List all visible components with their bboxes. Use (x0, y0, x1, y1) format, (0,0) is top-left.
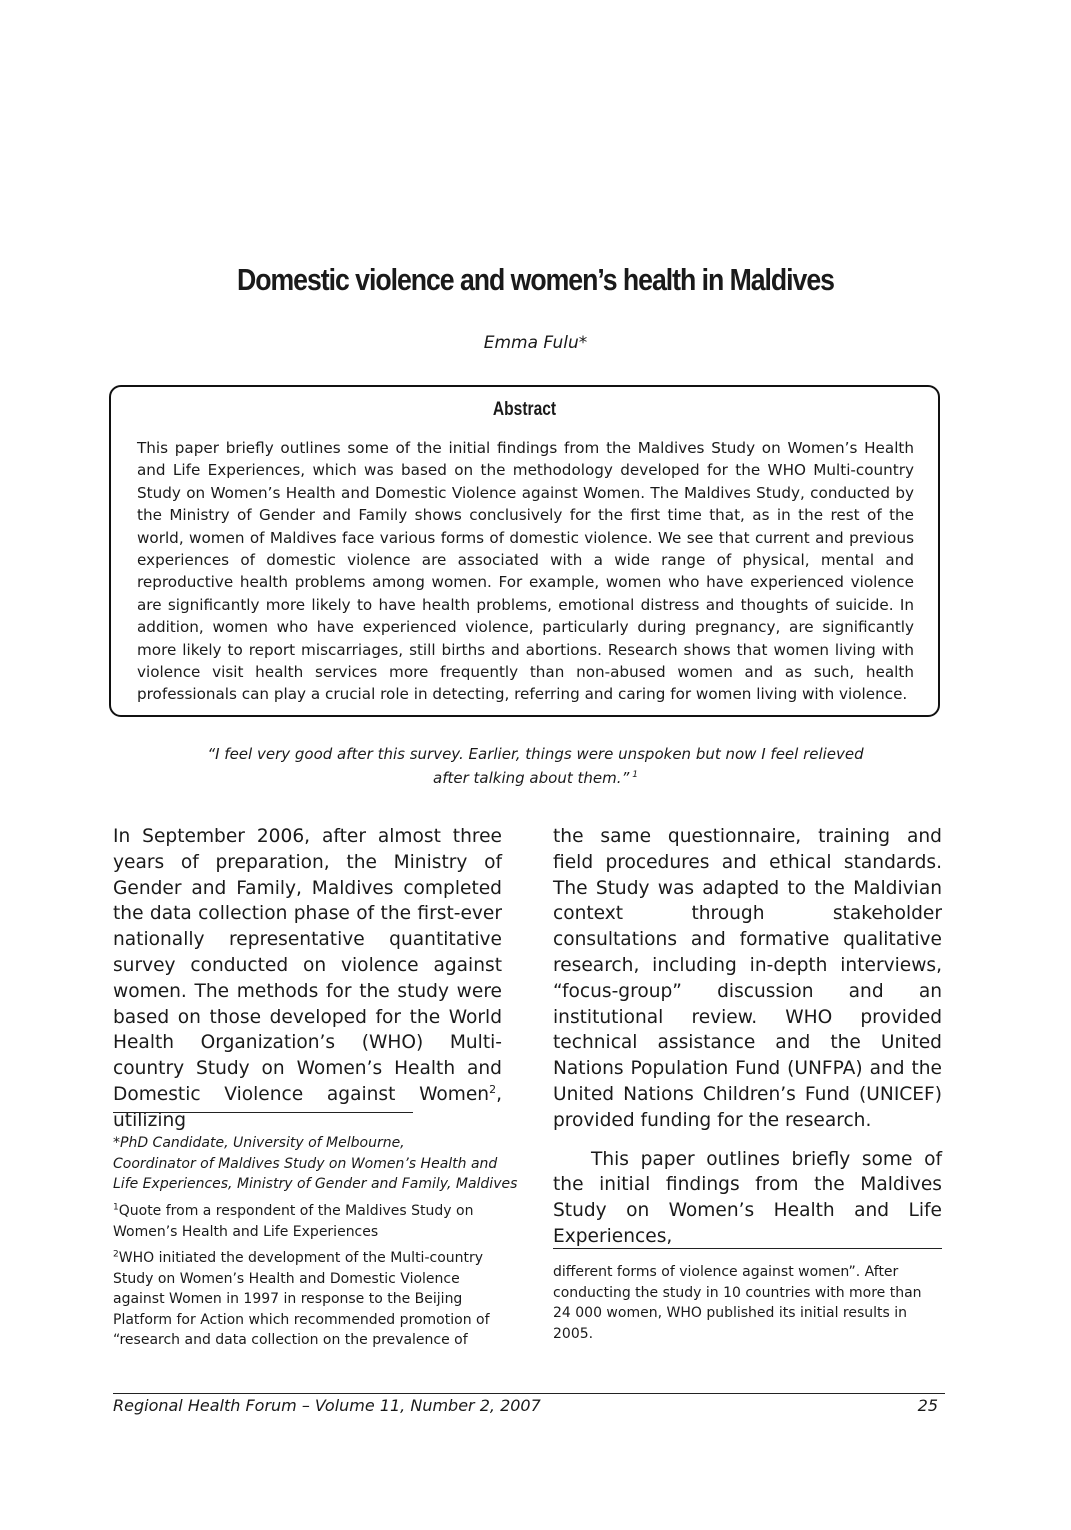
epigraph-quote (170, 744, 901, 789)
article-title: Domestic violence and women’s health in Maldives (237, 262, 834, 297)
footnote-2-line-1 (113, 1248, 490, 1269)
footnote-ref-2: 2 (489, 1082, 497, 1096)
body-paragraph-1-tail: , utilizing (113, 1083, 502, 1131)
footnote-1 (113, 1201, 473, 1242)
body-paragraph-2: This paper outlines briefly some of the initial findings from the Maldives Study on Women’s Health and Life Experiences, (553, 1148, 942, 1247)
affiliation-line-1: *PhD Candidate, University of Melbourne, (113, 1135, 405, 1151)
footnote-separator-right (553, 1248, 942, 1249)
footnote-2-line-3: against Women in 1997 in response to the Beijing (113, 1291, 463, 1307)
abstract-text: This paper briefly outlines some of the initial findings from the Maldives Study on Women’s Health and Life Experiences, which was based on the methodology developed for the WHO Multi-country Study on Women’s Health and Domestic Violence against Women. The Maldives Study, conducted by the Ministry of Gender and Family shows conclusively for the first time that, as in the rest of the world, women of Maldives face various forms of domestic violence. We see that current and previous experiences of domestic violence are associated with a wide range of physical, mental and reproductive health problems among women. For example, women who have experienced violence are significantly more likely to have health problems, emotional distress and thoughts of suicide. In addition, women who have experienced violence, particularly during pregnancy, are significantly more likely to report miscarriages, still births and abortions. Research shows that women living with violence visit health services more frequently than non-abused women and as such, health professionals can play a crucial role in detecting, referring and caring for women living with violence. (137, 439, 914, 704)
body-paragraph-1 (113, 824, 502, 1134)
body-column-left (113, 824, 502, 1134)
epigraph-line-2-text: after talking about them.” (433, 769, 630, 787)
body-column-right (553, 824, 942, 1250)
footnote-2-line-2: Study on Women’s Health and Domestic Violence (113, 1270, 460, 1287)
abstract-heading: Abstract (492, 399, 557, 420)
footnote-2-cont-line-4: 2005. (553, 1325, 594, 1342)
footnote-2-cont-line-1: different forms of violence against women”. After (553, 1264, 899, 1280)
epigraph-line-2 (170, 765, 901, 789)
footnote-2-cont-line-3: 24 000 women, WHO published its initial results in (553, 1305, 908, 1321)
footnote-1-line-1 (113, 1201, 473, 1222)
footnote-1-mark: 1 (113, 1202, 119, 1213)
footnote-1-line-2: Women’s Health and Life Experiences (113, 1223, 379, 1240)
author-name: Emma Fulu* (483, 333, 588, 353)
affiliation-line-3: Life Experiences, Ministry of Gender and Family, Maldives (113, 1176, 518, 1192)
epigraph-line-1: “I feel very good after this survey. Earlier, things were unspoken but now I feel relieved (207, 745, 864, 763)
footnote-2-line-5: “research and data collection on the prevalence of (113, 1332, 468, 1348)
body-paragraph-1-continued: the same questionnaire, training and field procedures and ethical standards. The Study was adapted to the Maldivian context through stakeholder consultations and formative qualitative research, including in-depth interviews, “focus-group” discussion and an institutional review. WHO provided technical assistance and the United Nations Population Fund (UNFPA) and the United Nations Children’s Fund (UNICEF) provided funding for the research. (553, 826, 942, 1131)
abstract-box (109, 385, 940, 717)
footnote-2-mark: 2 (113, 1249, 119, 1260)
page-number: 25 (917, 1396, 938, 1415)
journal-citation: Regional Health Forum – Volume 11, Number 2, 2007 (113, 1396, 541, 1415)
author-affiliation-note (113, 1133, 517, 1195)
footnote-2-cont-line-2: conducting the study in 10 countries with more than (553, 1284, 922, 1301)
affiliation-line-2: Coordinator of Maldives Study on Women’s Health and (113, 1155, 498, 1172)
body-paragraph-1-text: In September 2006, after almost three years of preparation, the Ministry of Gender and Family, Maldives completed the data collection phase of the first-ever nationally representative quantitative survey conducted on violence against women. The methods for the study were based on those developed for the World Health Organization’s (WHO) Multi-country Study on Women’s Health and Domestic Violence against Women (113, 826, 502, 1105)
footnote-2 (113, 1248, 490, 1351)
footer-rule (113, 1393, 945, 1394)
footnote-2-continued (553, 1262, 922, 1344)
footnote-separator-left (113, 1112, 413, 1113)
epigraph-footnote-ref: 1 (632, 770, 638, 780)
footnote-2-line-4: Platform for Action which recommended promotion of (113, 1311, 490, 1328)
footnote-2-line-1-text: WHO initiated the development of the Multi-country (118, 1250, 484, 1266)
footnote-1-line-1-text: Quote from a respondent of the Maldives Study on (118, 1203, 474, 1219)
